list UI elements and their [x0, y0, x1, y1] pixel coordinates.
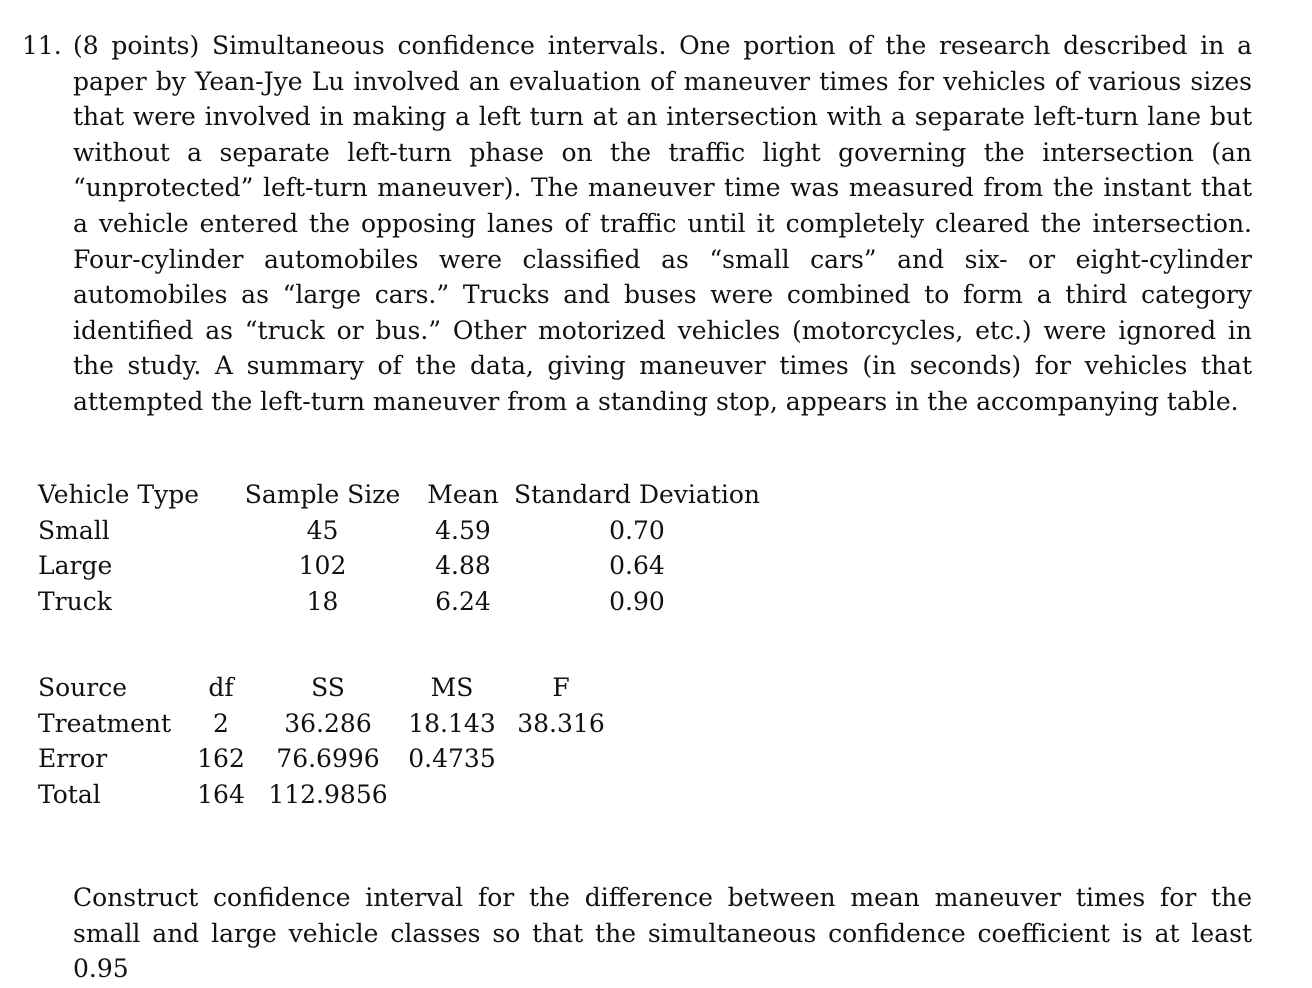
vehicle-type-cell: Large	[38, 551, 113, 581]
ms-cell: 0.4735	[408, 744, 496, 774]
summary-header-sample-size: Sample Size	[244, 480, 401, 509]
f-cell: 38.316	[517, 708, 605, 738]
summary-header-mean: Mean	[427, 480, 499, 509]
summary-table	[38, 477, 761, 619]
sample-size-cell: 18	[306, 586, 339, 616]
table-row	[38, 706, 616, 742]
anova-header-df: df	[208, 673, 234, 702]
anova-table	[38, 670, 616, 812]
mean-cell: 4.59	[435, 515, 491, 545]
anova-header-ss: SS	[311, 673, 345, 702]
f-cell	[506, 741, 616, 777]
vehicle-type-cell: Truck	[38, 586, 112, 616]
anova-table-header-row	[38, 670, 616, 706]
problem-statement	[22, 28, 1252, 420]
anova-header-ms: MS	[430, 673, 474, 702]
mean-cell: 6.24	[435, 586, 491, 616]
sample-size-cell: 45	[306, 515, 339, 545]
anova-header-f: F	[552, 673, 570, 702]
summary-header-standard-deviation: Standard Deviation	[513, 480, 761, 509]
summary-header-vehicle-type: Vehicle Type	[38, 480, 199, 509]
source-cell: Total	[38, 779, 101, 809]
problem-number: 11.	[22, 31, 62, 60]
anova-header-source: Source	[38, 673, 128, 702]
df-cell: 164	[197, 779, 245, 809]
standard-deviation-cell: 0.90	[609, 586, 665, 616]
sample-size-cell: 102	[298, 551, 347, 581]
mean-cell: 4.88	[435, 551, 491, 581]
source-cell: Treatment	[38, 708, 172, 738]
vehicle-type-cell: Small	[38, 515, 110, 545]
source-cell: Error	[38, 744, 108, 774]
table-row	[38, 777, 616, 813]
table-row	[38, 548, 761, 584]
df-cell: 2	[213, 708, 229, 738]
summary-table-header-row	[38, 477, 761, 513]
df-cell: 162	[197, 744, 245, 774]
f-cell	[506, 777, 616, 813]
standard-deviation-cell: 0.70	[609, 515, 665, 545]
table-row	[38, 513, 761, 549]
ss-cell: 36.286	[284, 708, 372, 738]
table-row	[38, 741, 616, 777]
problem-text: (8 points) Simultaneous confidence intervals. One portion of the research described in a paper by Yean-Jye Lu involved an evaluation of maneuver times for vehicles of various sizes that were involved in making a left turn at an intersection with a separate left-turn lane but without a separate left-turn phase on the traffic light governing the intersection (an “unprotected” left-turn maneuver). The maneuver time was measured from the instant that a vehicle entered the opposing lanes of traffic until it completely cleared the intersection. Four-cylinder automobiles were classified as “small cars” and six- or eight-cylinder automobiles as “large cars.” Trucks and buses were combined to form a third category identified as “truck or bus.” Other motorized vehicles (motorcycles, etc.) were ignored in the study. A summary of the data, giving maneuver times (in seconds) for vehicles that attempted the left-turn maneuver from a standing stop, appears in the accompanying table.	[73, 31, 1252, 416]
ss-cell: 112.9856	[268, 779, 388, 809]
ms-cell	[398, 777, 506, 813]
ms-cell: 18.143	[408, 708, 496, 738]
ss-cell: 76.6996	[276, 744, 380, 774]
question-text: Construct confidence interval for the difference between mean maneuver times for the small and large vehicle classes so that the simultaneous confidence coefficient is at least 0.95	[73, 883, 1252, 984]
standard-deviation-cell: 0.64	[609, 551, 665, 581]
table-row	[38, 584, 761, 620]
